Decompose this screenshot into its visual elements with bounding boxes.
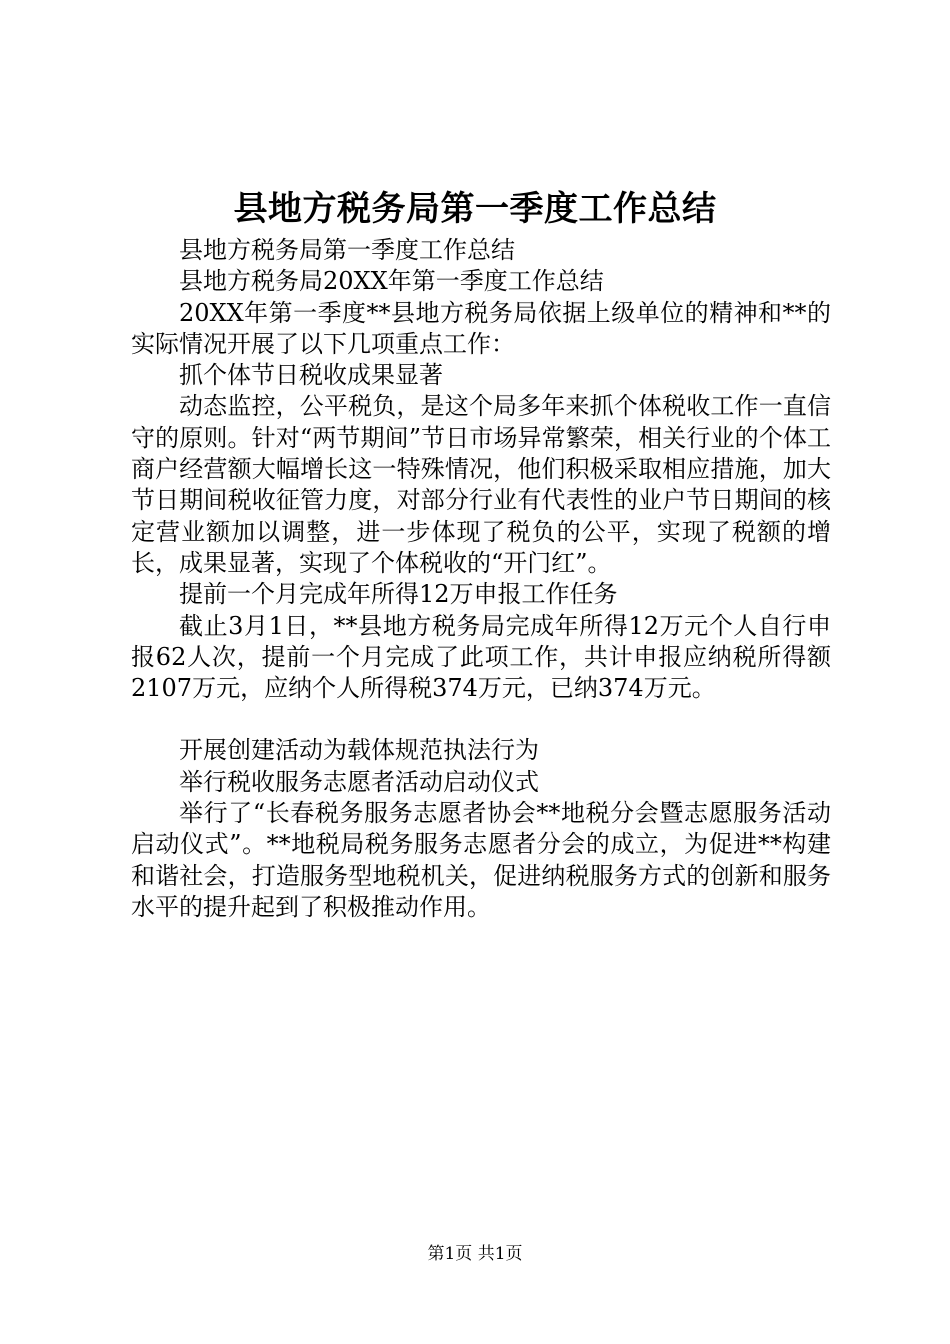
paragraph-subtitle: 县地方税务局第一季度工作总结: [179, 236, 515, 264]
section-heading-volunteer: 举行税收服务志愿者活动启动仪式: [179, 767, 539, 796]
paragraph-intro: 20XX年第一季度**县地方税务局依据上级单位的精神和**的实际情况开展了以下几项重点工作：: [131, 298, 831, 358]
blank-line: [131, 704, 831, 735]
section-heading-holiday-tax: 抓个体节日税收成果显著: [179, 361, 443, 390]
paragraph-holiday-tax: 动态监控，公平税负，是这个局多年来抓个体税收工作一直信守的原则。针对“两节期间”节日市场异常繁荣，相关行业的个体工商户经营额大幅增长这一特殊情况，他们积极采取相应措施，加大节日期间税收征管力度，对部分行业有代表性的业户节日期间的核定营业额加以调整，进一步体现了税负的公平，实现了税额的增长，成果显著，实现了个体税收的“开门红”。: [131, 392, 831, 577]
document-body: [131, 235, 831, 923]
section-heading-declaration: 提前一个月完成年所得12万申报工作任务: [179, 580, 618, 609]
paragraph-volunteer: 举行了“长春税务服务志愿者协会**地税分会暨志愿服务活动启动仪式”。**地税局税务服务志愿者分会的成立，为促进**构建和谐社会，打造服务型地税机关，促进纳税服务方式的创新和服务水平的提升起到了积极推动作用。: [131, 799, 831, 921]
paragraph-declaration: 截止3月1日，**县地方税务局完成年所得12万元个人自行申报62人次，提前一个月完成了此项工作，共计申报应纳税所得额2107万元，应纳个人所得税374万元，已纳374万元。: [131, 611, 831, 703]
section-heading-law-enforcement: 开展创建活动为载体规范执法行为: [179, 736, 539, 765]
document-title: 县地方税务局第一季度工作总结: [233, 189, 717, 229]
page-footer: 第1页 共1页: [427, 1244, 523, 1264]
paragraph-subtitle-year: 县地方税务局20XX年第一季度工作总结: [179, 267, 604, 296]
